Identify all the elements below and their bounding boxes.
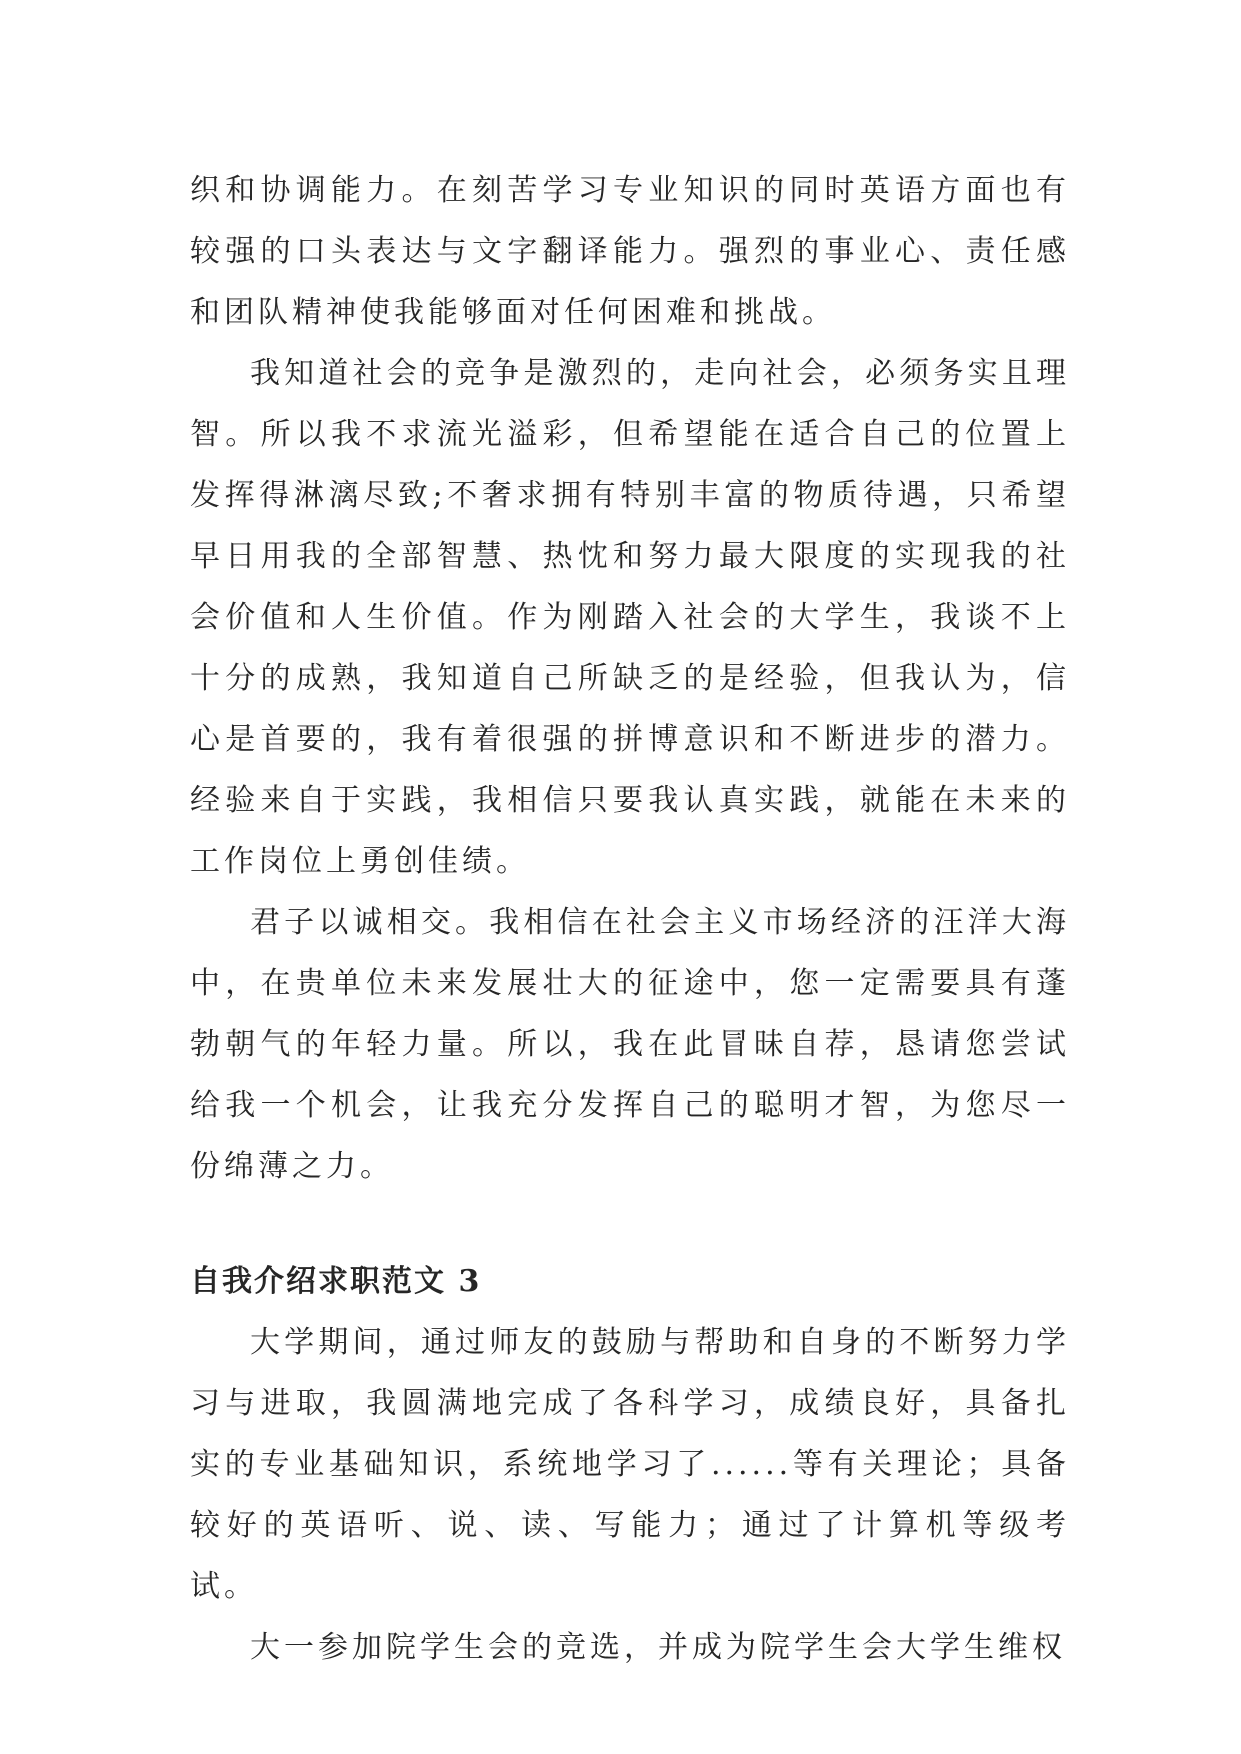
paragraph-2: 我知道社会的竞争是激烈的，走向社会，必须务实且理智。所以我不求流光溢彩，但希望能在适合自己的位置上发挥得淋漓尽致;不奢求拥有特别丰富的物质待遇，只希望早日用我的全部智慧、热忱和努力最大限度的实现我的社会价值和人生价值。作为刚踏入社会的大学生，我谈不上十分的成熟，我知道自己所缺乏的是经验，但我认为，信心是首要的，我有着很强的拼博意识和不断进步的潜力。经验来自于实践，我相信只要我认真实践，就能在未来的工作岗位上勇创佳绩。 [190, 356, 1070, 879]
paragraph-5: 大一参加院学生会的竞选，并成为院学生会大学生维权 [250, 1630, 1066, 1665]
paragraph-4: 大学期间，通过师友的鼓励与帮助和自身的不断努力学习与进取，我圆满地完成了各科学习，成绩良好，具备扎实的专业基础知识，系统地学习了......等有关理论；具备较好的英语听、说、读、写能力；通过了计算机等级考试。 [190, 1325, 1070, 1604]
section-heading: 自我介绍求职范文 3 [190, 1264, 482, 1299]
paragraph-1: 织和协调能力。在刻苦学习专业知识的同时英语方面也有较强的口头表达与文字翻译能力。强烈的事业心、责任感和团队精神使我能够面对任何困难和挑战。 [190, 173, 1070, 330]
paragraph-3: 君子以诚相交。我相信在社会主义市场经济的汪洋大海中，在贵单位未来发展壮大的征途中，您一定需要具有蓬勃朝气的年轻力量。所以，我在此冒昧自荐，恳请您尝试给我一个机会，让我充分发挥自己的聪明才智，为您尽一份绵薄之力。 [190, 905, 1070, 1184]
document-body [190, 160, 1070, 1678]
